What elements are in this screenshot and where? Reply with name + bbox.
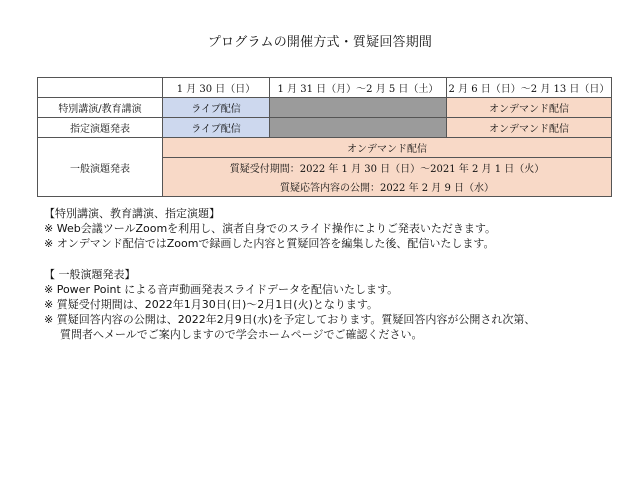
header-cell-jan31-feb5: 1 月 31 日（月）～2 月 5 日（土） <box>270 78 447 98</box>
cell-blocked <box>270 98 447 118</box>
row-label-special-lecture: 特別講演/教育講演 <box>38 98 163 118</box>
cell-ondemand: オンデマンド配信 <box>447 98 612 118</box>
table-row <box>38 118 612 138</box>
note-item: ※ Web会議ツールZoomを利用し、演者自身でのスライド操作によりご発表いただきます。 <box>44 222 496 236</box>
table-row <box>38 138 612 158</box>
cell-general-qa-period: 質疑受付期間：2022 年 1 月 30 日（日）～2021 年 2 月 1 日（火） <box>163 158 612 178</box>
note-item-continuation: 質問者へメールでご案内しますので学会ホームページでご確認ください。 <box>60 328 423 342</box>
cell-live: ライブ配信 <box>163 98 270 118</box>
note-item: ※ 質疑回答内容の公開は、2022年2月9日(水)を予定しております。質疑回答内容が公開され次第、 <box>44 313 536 327</box>
notes-heading-special: 【特別講演、教育講演、指定演題】 <box>44 207 220 220</box>
notes-heading-general: 【 一般演題発表】 <box>44 267 136 281</box>
cell-general-ondemand: オンデマンド配信 <box>163 138 612 158</box>
header-cell-empty <box>38 78 163 98</box>
row-label-designated: 指定演題発表 <box>38 118 163 138</box>
table-row <box>38 98 612 118</box>
cell-general-qa-publish: 質疑応答内容の公開：2022 年 2 月 9 日（水） <box>163 177 612 197</box>
cell-live: ライブ配信 <box>163 118 270 138</box>
header-cell-feb6-feb13: 2 月 6 日（日）～2 月 13 日（日） <box>447 78 612 98</box>
cell-ondemand: オンデマンド配信 <box>447 118 612 138</box>
header-cell-jan30: 1 月 30 日（日） <box>163 78 270 98</box>
schedule-table <box>37 77 612 197</box>
notes-section <box>44 206 624 343</box>
page-title: プログラムの開催方式・質疑回答期間 <box>207 35 433 50</box>
note-item: ※ Power Point による音声動画発表スライドデータを配信いたします。 <box>44 282 399 296</box>
note-item: ※ オンデマンド配信ではZoomで録画した内容と質疑回答を編集した後、配信いたします。 <box>44 237 495 251</box>
cell-blocked <box>270 118 447 138</box>
table-header-row <box>38 78 612 98</box>
row-label-general: 一般演題発表 <box>38 138 163 197</box>
note-item: ※ 質疑受付期間は、2022年1月30日(日)～2月1日(火)となります。 <box>44 298 378 312</box>
